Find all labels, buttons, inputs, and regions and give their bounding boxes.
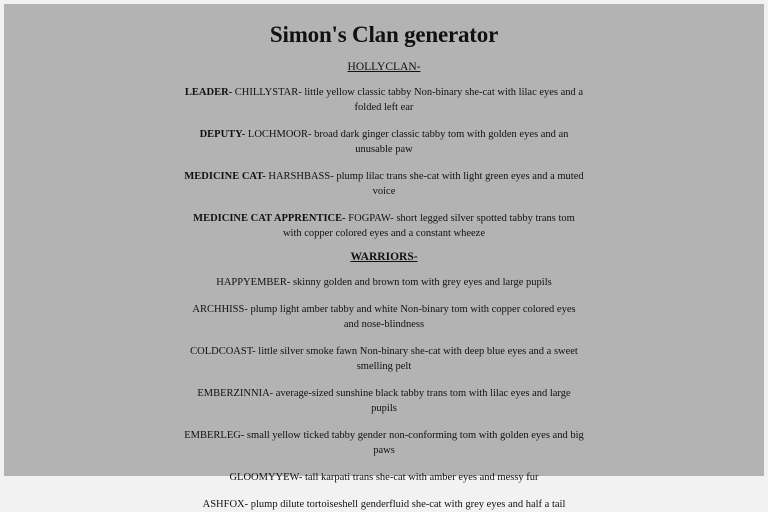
medicine-cat-apprentice-entry — [184, 211, 584, 241]
leader-entry — [184, 85, 584, 115]
warriors-heading: WARRIORS- — [350, 251, 418, 263]
medicine-cat-role: MEDICINE CAT- — [184, 171, 266, 182]
deputy-description: LOCHMOOR- broad dark ginger classic tabby tom with golden eyes and an unusable paw — [245, 129, 569, 155]
page-background — [4, 4, 764, 510]
medicine-cat-description: HARSHBASS- plump lilac trans she-cat with light green eyes and a muted voice — [265, 171, 584, 197]
clan-content — [184, 22, 584, 512]
medicine-cat-entry — [184, 169, 584, 199]
warrior-entry: HAPPYEMBER- skinny golden and brown tom with grey eyes and large pupils — [216, 277, 552, 288]
warrior-entry: ASHFOX- plump dilute tortoiseshell genderfluid she-cat with grey eyes and half a tail — [202, 499, 566, 510]
medicine-cat-apprentice-description: FOGPAW- short legged silver spotted tabby trans tom with copper colored eyes and a constant wheeze — [282, 213, 575, 239]
leader-role: LEADER- — [184, 87, 233, 98]
deputy-role: DEPUTY- — [199, 129, 246, 140]
warrior-entry: EMBERLEG- small yellow ticked tabby gender non-conforming tom with golden eyes and big paws — [184, 430, 584, 456]
leader-description: CHILLYSTAR- little yellow classic tabby Non-binary she-cat with lilac eyes and a folded left ear — [232, 87, 584, 113]
warrior-entry: COLDCOAST- little silver smoke fawn Non-binary she-cat with deep blue eyes and a sweet smelling pelt — [190, 346, 578, 372]
medicine-cat-apprentice-role: MEDICINE CAT APPRENTICE- — [193, 213, 346, 224]
warrior-entry: GLOOMYYEW- tall karpati trans she-cat with amber eyes and messy fur — [229, 472, 539, 483]
clan-name: HOLLYCLAN- — [347, 61, 421, 73]
deputy-entry — [184, 127, 584, 157]
page-title: Simon's Clan generator — [269, 22, 499, 47]
warrior-entry: ARCHHISS- plump light amber tabby and white Non-binary tom with copper colored eyes and nose-blindness — [192, 304, 576, 330]
warrior-entry: EMBERZINNIA- average-sized sunshine black tabby trans tom with lilac eyes and large pupils — [197, 388, 571, 414]
